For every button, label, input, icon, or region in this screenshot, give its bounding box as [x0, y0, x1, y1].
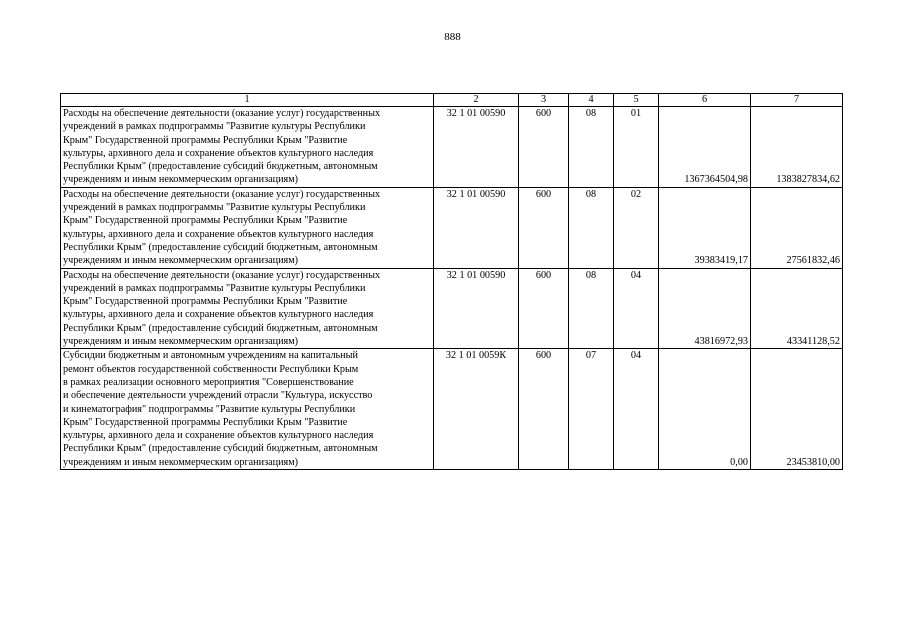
table-header-row	[61, 94, 843, 107]
amount-col6: 0,00	[659, 349, 751, 470]
table-row	[61, 187, 843, 268]
expense-type-code: 600	[519, 187, 569, 268]
row-description: Расходы на обеспечение деятельности (оказание услуг) государственных учреждений в рамках подпрограммы "Развитие культуры Республики Крым" Государственной программы Республики Крым "Развитие культуры, архивного дела и сохранение объектов культурного наследия Республики Крым" (предоставление субсидий бюджетным, автономным учреждениям и иным некоммерческим организациям)	[61, 268, 434, 349]
subsection-code: 04	[614, 349, 659, 470]
expense-type-code: 600	[519, 268, 569, 349]
table-row	[61, 107, 843, 188]
section-code: 07	[569, 349, 614, 470]
column-header: 1	[61, 94, 434, 107]
subsection-code: 01	[614, 107, 659, 188]
subsection-code: 02	[614, 187, 659, 268]
subsection-code: 04	[614, 268, 659, 349]
column-header: 4	[569, 94, 614, 107]
page-number: 888	[444, 31, 461, 43]
amount-col7: 1383827834,62	[751, 107, 843, 188]
column-header: 7	[751, 94, 843, 107]
target-article-code: 32 1 01 00590	[434, 187, 519, 268]
row-description: Расходы на обеспечение деятельности (оказание услуг) государственных учреждений в рамках подпрограммы "Развитие культуры Республики Крым" Государственной программы Республики Крым "Развитие культуры, архивного дела и сохранение объектов культурного наследия Республики Крым" (предоставление субсидий бюджетным, автономным учреждениям и иным некоммерческим организациям)	[61, 107, 434, 188]
column-header: 6	[659, 94, 751, 107]
amount-col7: 27561832,46	[751, 187, 843, 268]
section-code: 08	[569, 107, 614, 188]
budget-table	[60, 93, 843, 470]
section-code: 08	[569, 187, 614, 268]
section-code: 08	[569, 268, 614, 349]
amount-col6: 39383419,17	[659, 187, 751, 268]
table-row	[61, 349, 843, 470]
amount-col6: 1367364504,98	[659, 107, 751, 188]
target-article-code: 32 1 01 00590	[434, 107, 519, 188]
target-article-code: 32 1 01 0059К	[434, 349, 519, 470]
column-header: 5	[614, 94, 659, 107]
expense-type-code: 600	[519, 107, 569, 188]
target-article-code: 32 1 01 00590	[434, 268, 519, 349]
amount-col7: 43341128,52	[751, 268, 843, 349]
column-header: 3	[519, 94, 569, 107]
amount-col6: 43816972,93	[659, 268, 751, 349]
amount-col7: 23453810,00	[751, 349, 843, 470]
column-header: 2	[434, 94, 519, 107]
row-description: Расходы на обеспечение деятельности (оказание услуг) государственных учреждений в рамках подпрограммы "Развитие культуры Республики Крым" Государственной программы Республики Крым "Развитие культуры, архивного дела и сохранение объектов культурного наследия Республики Крым" (предоставление субсидий бюджетным, автономным учреждениям и иным некоммерческим организациям)	[61, 187, 434, 268]
row-description: Субсидии бюджетным и автономным учреждениям на капитальный ремонт объектов государственной собственности Республики Крым в рамках реализации основного мероприятия "Совершенствование и обеспечение деятельности учреждений отрасли "Культура, искусство и кинематография" подпрограммы "Развитие культуры Республики Крым" Государственной программы Республики Крым "Развитие культуры, архивного дела и сохранение объектов культурного наследия Республики Крым" (предоставление субсидий бюджетным, автономным учреждениям и иным некоммерческим организациям)	[61, 349, 434, 470]
expense-type-code: 600	[519, 349, 569, 470]
table-row	[61, 268, 843, 349]
